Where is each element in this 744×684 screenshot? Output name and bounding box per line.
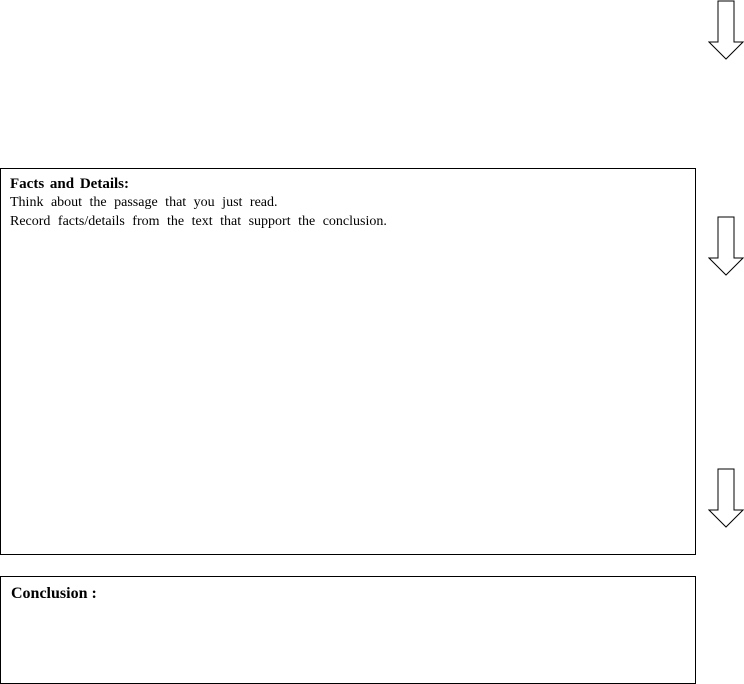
- down-arrow-icon: [708, 216, 744, 276]
- facts-instruction-2: Record facts/details from the text that support the conclusion.: [10, 214, 387, 229]
- facts-and-details-box[interactable]: [0, 168, 696, 555]
- facts-heading: Facts and Details:: [10, 176, 129, 192]
- conclusion-box[interactable]: [0, 576, 696, 684]
- facts-instruction-1: Think about the passage that you just read.: [10, 195, 278, 210]
- down-arrow-icon: [708, 0, 744, 60]
- conclusion-heading: Conclusion :: [11, 585, 97, 602]
- down-arrow-icon: [708, 468, 744, 528]
